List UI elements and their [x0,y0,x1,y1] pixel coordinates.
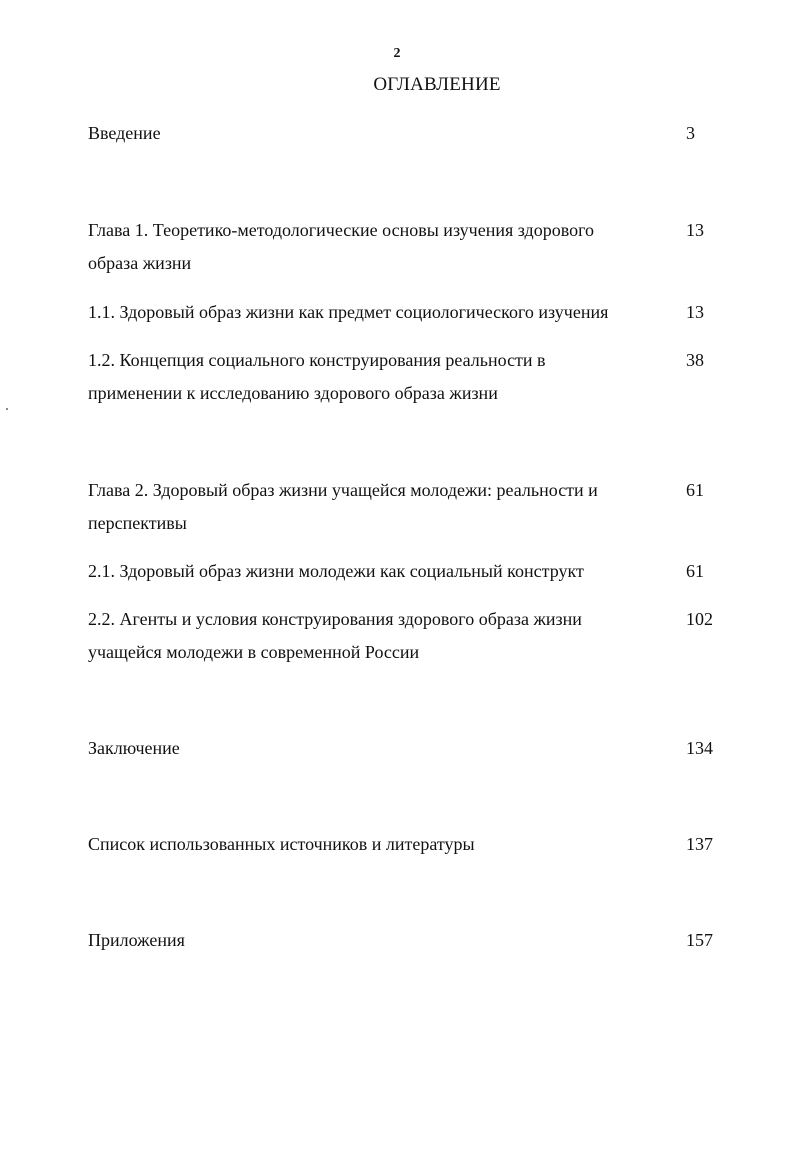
toc-heading: ОГЛАВЛЕНИЕ [373,74,501,95]
toc-entry-chapter-2: Глава 2. Здоровый образ жизни учащейся молодежи: реальности и перспективы [88,480,598,533]
toc-page-conclusion: 134 [686,738,713,758]
toc-entry-section-2-2: 2.2. Агенты и условия конструирования здорового образа жизни учащейся молодежи в современной России [88,609,582,662]
toc-page-introduction: 3 [686,123,695,143]
toc-entry-section-2-1: 2.1. Здоровый образ жизни молодежи как социальный конструкт [88,561,584,581]
toc-entry-conclusion: Заключение [88,738,180,758]
toc-entry-section-1-2: 1.2. Концепция социального конструирования реальности в применении к исследованию здорового образа жизни [88,350,546,403]
toc-page-section-1-1: 13 [686,302,704,322]
page-number: 2 [393,46,401,61]
toc-page-section-1-2: 38 [686,350,704,370]
toc-entry-section-1-1: 1.1. Здоровый образ жизни как предмет социологического изучения [88,302,609,322]
toc-entry-chapter-1: Глава 1. Теоретико-методологические основы изучения здорового образа жизни [88,220,595,273]
toc-page-appendices: 157 [686,930,713,950]
toc-page-chapter-2: 61 [686,480,704,500]
toc-entry-references: Список использованных источников и литературы [88,834,475,854]
margin-speck [6,408,8,410]
toc-page-section-2-1: 61 [686,561,704,581]
toc-entry-introduction: Введение [88,123,161,143]
toc-page-references: 137 [686,834,713,854]
toc-page-section-2-2: 102 [686,609,713,629]
toc-entry-appendices: Приложения [88,930,185,950]
toc-page-chapter-1: 13 [686,220,704,240]
